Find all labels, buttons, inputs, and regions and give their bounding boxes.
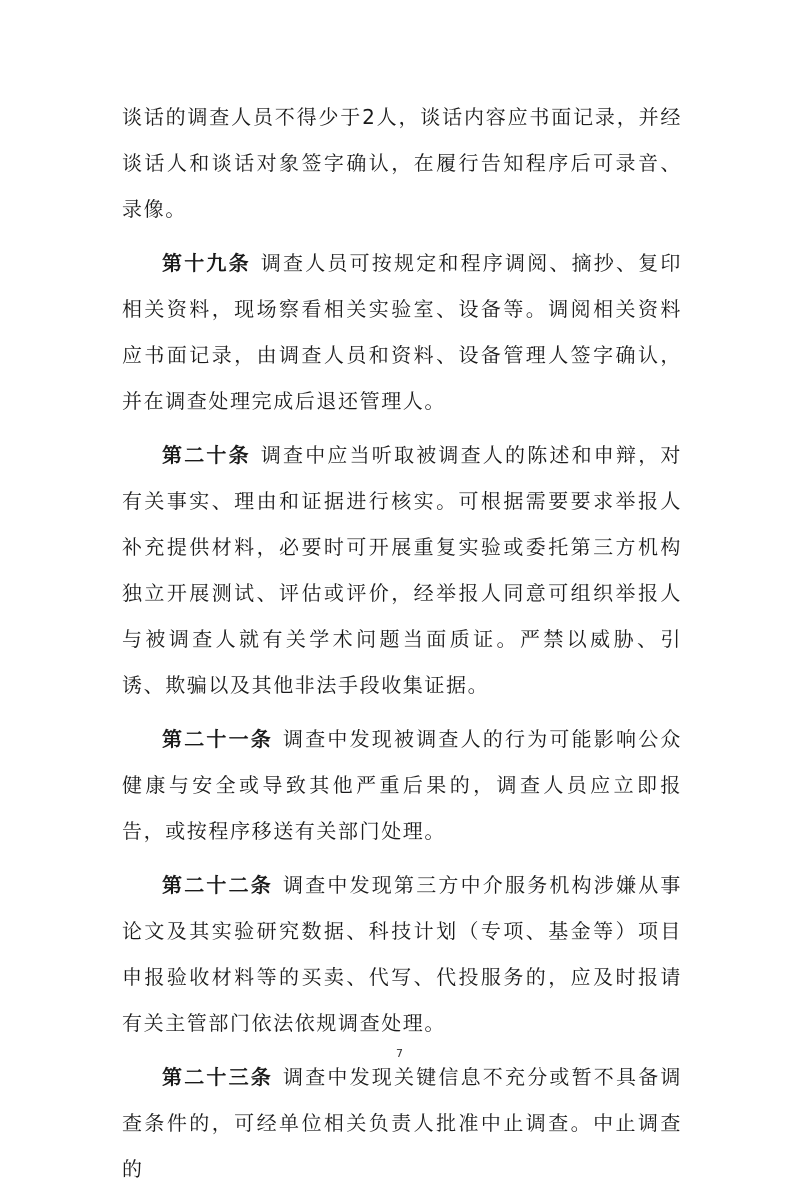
article-text: 调查中发现被调查人的行为可能影响公众健康与安全或导致其他严重后果的，调查人员应立即报告，或按程序移送有关部门处理。 [122,727,682,843]
paragraph-continuation [122,94,682,232]
article-number: 第二十条 [162,443,251,467]
article-23 [122,1054,682,1192]
article-number: 第二十一条 [162,727,273,751]
article-text: 调查中发现第三方中介服务机构涉嫌从事论文及其实验研究数据、科技计划（专项、基金等）项目申报验收材料等的买卖、代写、代投服务的，应及时报请有关主管部门依法依规调查处理。 [122,873,682,1035]
article-number: 第十九条 [162,251,251,275]
article-20 [122,432,682,708]
document-body [122,94,682,1200]
article-number: 第二十三条 [162,1065,273,1089]
page-number: 7 [396,1047,403,1060]
article-text: 调查中发现关键信息不充分或暂不具备调查条件的，可经单位相关负责人批准中止调查。中止调查的 [122,1065,682,1181]
article-22 [122,862,682,1046]
article-text: 调查人员可按规定和程序调阅、摘抄、复印相关资料，现场察看相关实验室、设备等。调阅相关资料应书面记录，由调查人员和资料、设备管理人签字确认，并在调查处理完成后退还管理人。 [122,251,683,413]
article-21 [122,716,682,854]
article-number: 第二十二条 [162,873,273,897]
paragraph-text: 谈话的调查人员不得少于2人，谈话内容应书面记录，并经谈话人和谈话对象签字确认，在履行告知程序后可录音、录像。 [122,105,682,221]
article-19 [122,240,682,424]
article-text: 调查中应当听取被调查人的陈述和申辩，对有关事实、理由和证据进行核实。可根据需要要求举报人补充提供材料，必要时可开展重复实验或委托第三方机构独立开展测试、评估或评价，经举报人同意可组织举报人与被调查人就有关学术问题当面质证。严禁以威胁、引诱、欺骗以及其他非法手段收集证据。 [122,443,683,697]
